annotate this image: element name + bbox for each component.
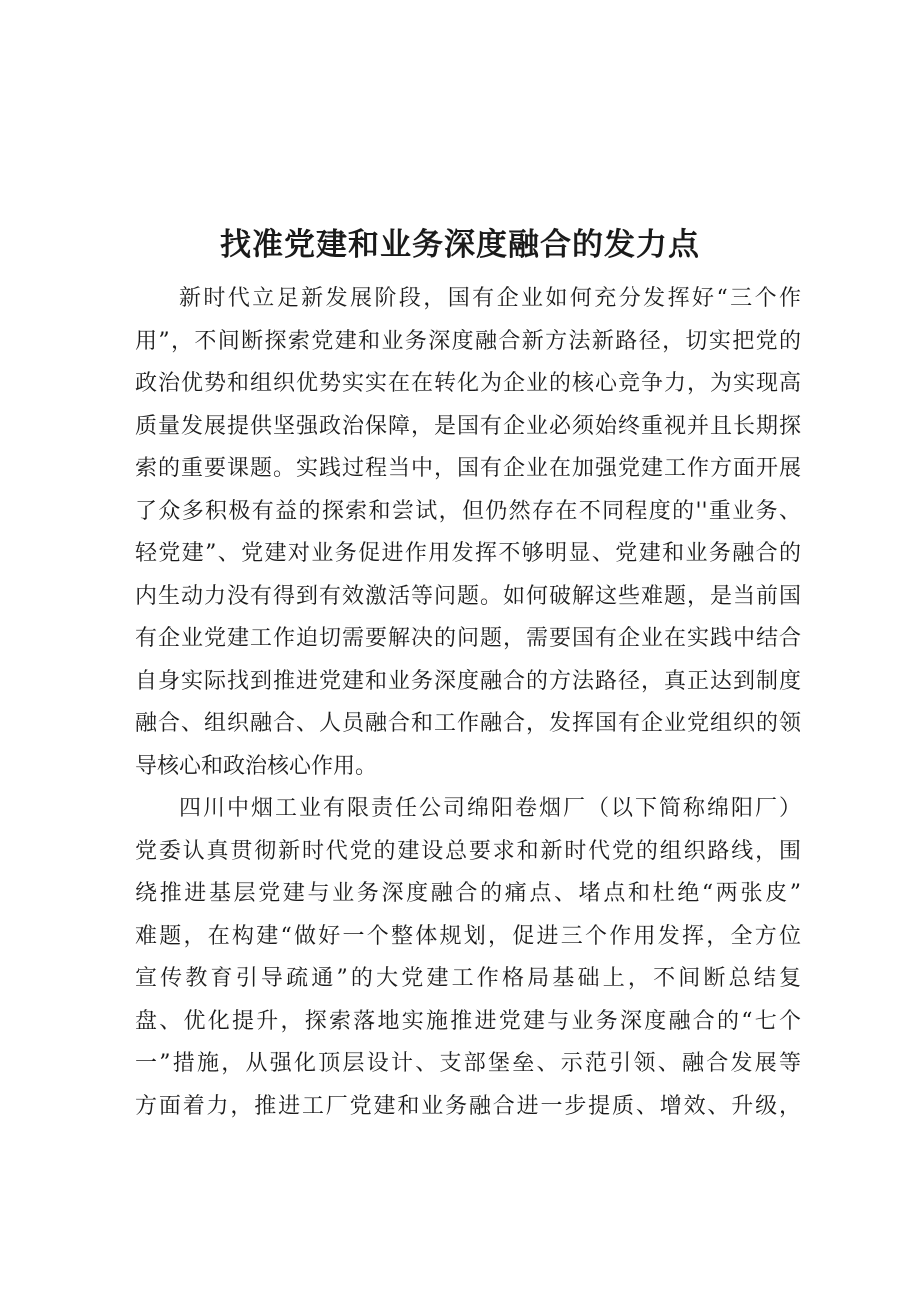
paragraph-line: 方面着力，推进工厂党建和业务融合进一步提质、增效、升级， [135, 1093, 801, 1119]
document-title: 找准党建和业务深度融合的发力点 [220, 227, 700, 263]
paragraph-line: 轻党建”、党建对业务促进作用发挥不够明显、党建和业务融合的 [135, 541, 801, 566]
paragraph-line: 宣传教育引导疏通”的大党建工作格局基础上，不间断总结复 [135, 966, 801, 991]
paragraph-line: 融合、组织融合、人员融合和工作融合，发挥国有企业党组织的领 [135, 711, 801, 736]
paragraph-line: 一”措施，从强化顶层设计、支部堡垒、示范引领、融合发展等 [135, 1051, 801, 1076]
paragraph-line: 自身实际找到推进党建和业务深度融合的方法路径，真正达到制度 [135, 668, 801, 694]
paragraph-line: 质量发展提供坚强政治保障，是国有企业必须始终重视并且长期探 [135, 413, 801, 439]
paragraph-line: 新时代立足新发展阶段，国有企业如何充分发挥好“三个作 [179, 286, 801, 311]
paragraph-1 [135, 278, 801, 788]
paragraph-line: 用”，不间断探索党建和业务深度融合新方法新路径，切实把党的 [135, 328, 801, 354]
paragraph-line: 索的重要课题。实践过程当中，国有企业在加强党建工作方面开展 [135, 456, 801, 481]
paragraph-line: 盘、优化提升，探索落地实施推进党建与业务深度融合的“七个 [135, 1008, 801, 1034]
paragraph-line: 四川中烟工业有限责任公司绵阳卷烟厂（以下简称绵阳厂） [179, 796, 801, 821]
paragraph-line: 政治优势和组织优势实实在在转化为企业的核心竞争力，为实现高 [135, 371, 801, 396]
paragraph-line: 导核心和政治核心作用。 [135, 753, 378, 779]
paragraph-line: 了众多积极有益的探索和尝试，但仍然存在不同程度的''重业务、 [135, 498, 801, 524]
paragraph-line: 绕推进基层党建与业务深度融合的痛点、堵点和杜绝“两张皮” [135, 881, 801, 906]
paragraph-2 [135, 788, 801, 1128]
paragraph-line: 党委认真贯彻新时代党的建设总要求和新时代党的组织路线，围 [135, 838, 801, 864]
paragraph-line: 有企业党建工作迫切需要解决的问题，需要国有企业在实践中结合 [135, 626, 801, 651]
paragraph-line: 内生动力没有得到有效激活等问题。如何破解这些难题，是当前国 [135, 583, 801, 609]
paragraph-line: 难题，在构建“做好一个整体规划，促进三个作用发挥，全方位 [135, 923, 801, 949]
